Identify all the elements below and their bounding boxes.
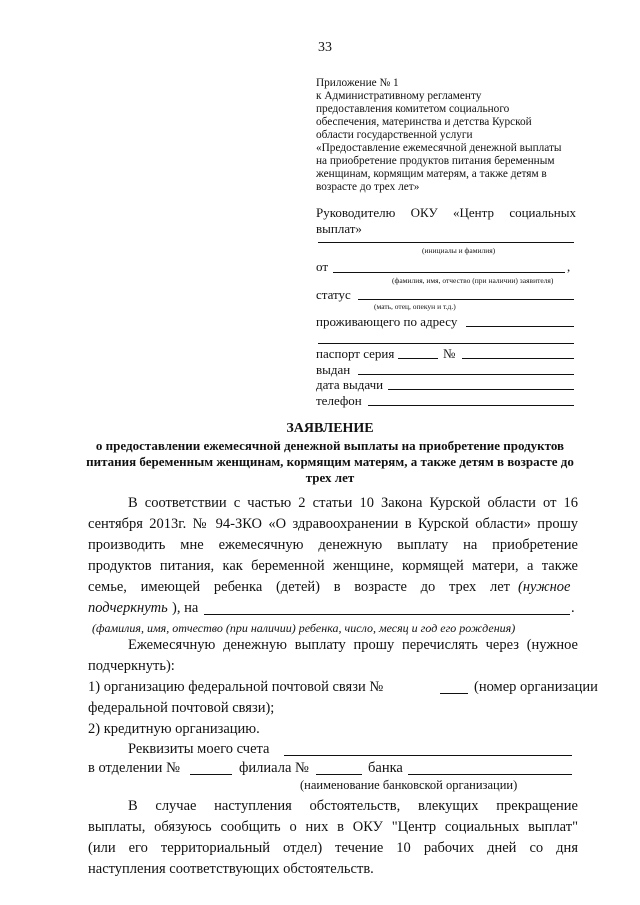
appendix-line: на приобретение продуктов питания беременным [316,155,555,167]
bank-caption: (наименование банковской организации) [300,778,518,792]
option-2-label: 2) кредитную организацию. [88,721,260,737]
issue-date-label: дата выдачи [316,377,384,392]
passport-no-label: № [443,346,456,361]
department-label: в отделении № [88,760,180,776]
address-field[interactable] [466,326,574,327]
child-caption: (фамилия, имя, отчество (при наличии) ребенка, число, месяц и год его рождения) [92,621,516,635]
issue-date-field[interactable] [388,389,574,390]
body-paragraph-line: Ежемесячную денежную выплату прошу перечислять через (нужное [128,637,578,653]
document-title: ЗАЯВЛЕНИЕ [286,421,374,436]
body-text: наступления соответствующих обстоятельств. [88,861,374,877]
body-paragraph-line: сентября 2013г. № 94-ЗКО «О здравоохранении в Курской области» прошу [88,516,578,532]
document-subtitle-3: трех лет [305,470,355,485]
status-field[interactable] [358,299,574,300]
appendix-line: Приложение № 1 [316,77,399,89]
bank-field[interactable] [408,774,572,775]
body-text: . [571,600,575,616]
appendix-line: к Административному регламенту [316,90,482,102]
appendix-line: «Предоставление ежемесячной денежной выплаты [316,142,562,154]
initials-caption: (инициалы и фамилия) [422,246,496,255]
department-field[interactable] [190,774,232,775]
initials-field[interactable] [318,242,574,243]
underline-hint: (нужное [518,579,571,595]
body-text: ), на [172,600,199,616]
document-subtitle-2: питания беременным женщинам, кормящим матерям, а также детям в возрасте до [86,454,574,469]
issued-field[interactable] [358,374,574,375]
from-field[interactable] [333,272,565,273]
body-paragraph-line: В соответствии с частью 2 статьи 10 Закона Курской области от 16 [128,495,578,511]
body-paragraph-line: продуктов питания, как беременной женщине, кормящей матери, а также [88,558,578,574]
account-label: Реквизиты моего счета [128,741,270,757]
child-info-field[interactable] [204,614,570,615]
body-paragraph-line: выплаты, обязуюсь сообщить о них в ОКУ "Центр социальных выплат" [88,819,578,835]
passport-series-field[interactable] [398,358,438,359]
appendix-line: предоставления комитетом социального [316,103,510,115]
passport-label: паспорт серия [316,346,395,361]
underline-hint: подчеркнуть [88,600,168,616]
passport-number-field[interactable] [462,358,574,359]
body-text: федеральной почтовой связи); [88,700,275,716]
from-caption: (фамилия, имя, отчество (при наличии) заявителя) [392,276,554,285]
from-comma: , [567,259,571,274]
from-label: от [316,259,329,274]
page-number: 33 [318,40,332,55]
option-1-label: 1) организацию федеральной почтовой связи № [88,679,384,695]
addressee-line-1: Руководителю ОКУ «Центр социальных [316,205,576,220]
body-text: подчеркнуть): [88,658,175,674]
issued-label: выдан [316,362,351,377]
body-paragraph-line: (или его территориальный отдел) течение 10 рабочих дней со дня [88,840,578,856]
appendix-line: области государственной услуги [316,129,473,141]
status-label: статус [316,287,351,302]
phone-label: телефон [316,393,362,408]
account-field[interactable] [284,755,572,756]
bank-label: банка [368,760,403,776]
option-1-note: (номер организации [474,679,598,695]
branch-field[interactable] [316,774,362,775]
address-field-2[interactable] [318,343,574,344]
body-paragraph-line: производить мне ежемесячную денежную выплату на приобретение [88,537,578,553]
post-office-number-field[interactable] [440,693,468,694]
document-subtitle-1: о предоставлении ежемесячной денежной выплаты на приобретение продуктов [95,438,565,453]
appendix-line: обеспечения, материнства и детства Курской [316,116,532,128]
addressee-line-2: выплат» [316,221,362,236]
status-caption: (мать, отец, опекун и т.д.) [374,302,456,311]
body-paragraph-line: В случае наступления обстоятельств, влекущих прекращение [128,798,578,814]
body-paragraph-line: семье, имеющей ребенка (детей) в возрасте до трех лет [88,579,510,595]
branch-label: филиала № [239,760,309,776]
appendix-line: возрасте до трех лет» [316,181,420,193]
phone-field[interactable] [368,405,574,406]
appendix-line: женщинам, кормящим матерям, а также детям в [316,168,547,180]
address-label: проживающего по адресу [316,314,458,329]
